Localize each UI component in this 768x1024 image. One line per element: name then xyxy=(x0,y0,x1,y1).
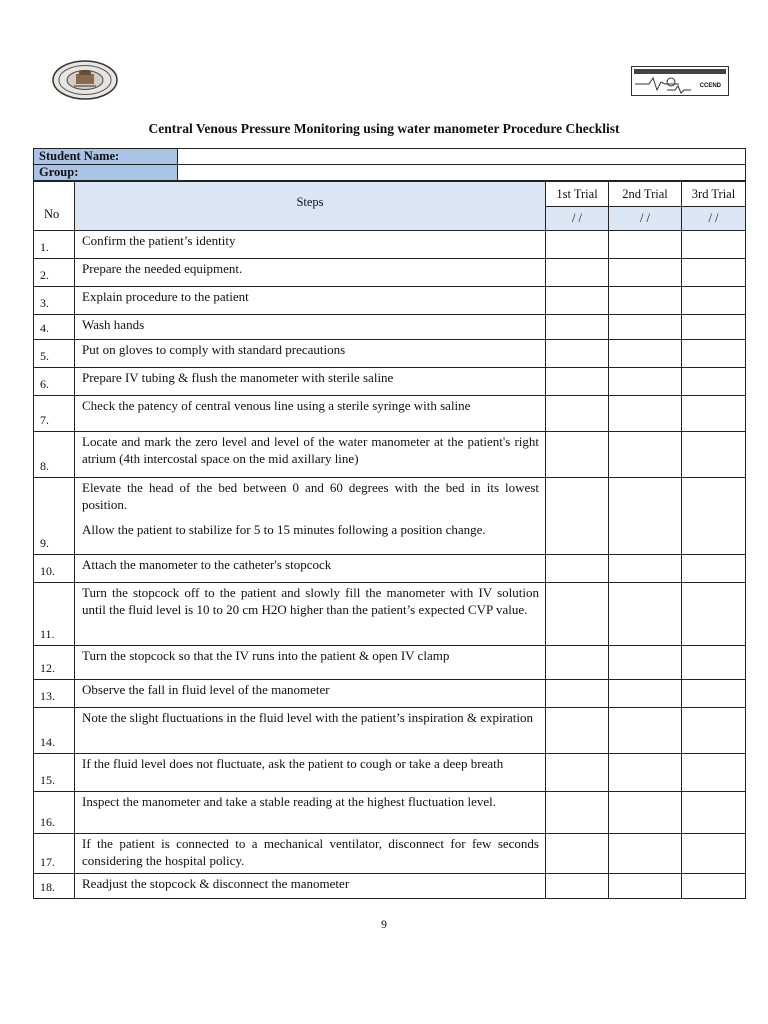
table-row xyxy=(34,583,746,646)
trial-2-cell[interactable] xyxy=(609,368,682,396)
trial-2-cell[interactable] xyxy=(609,432,682,478)
step-number: 15. xyxy=(34,754,75,792)
step-number: 4. xyxy=(34,315,75,340)
step-text xyxy=(75,432,546,478)
trial-1-cell[interactable] xyxy=(546,432,609,478)
department-logo-text: CCEND xyxy=(699,83,721,89)
trial-2-cell[interactable] xyxy=(609,583,682,646)
trial-1-cell[interactable] xyxy=(546,231,609,259)
page-title: Central Venous Pressure Monitoring using water manometer Procedure Checklist xyxy=(148,121,620,136)
step-text xyxy=(75,792,546,834)
header-trial-3: 3rd Trial xyxy=(682,182,746,207)
step-text-line: Note the slight fluctuations in the fluid level with the patient’s inspiration & expiration xyxy=(82,710,533,725)
trial-3-cell[interactable] xyxy=(682,368,746,396)
step-text xyxy=(75,680,546,708)
trial-2-cell[interactable] xyxy=(609,396,682,432)
step-number: 8. xyxy=(34,432,75,478)
step-text xyxy=(75,834,546,874)
trial-1-cell[interactable] xyxy=(546,396,609,432)
trial-3-cell[interactable] xyxy=(682,340,746,368)
university-seal-icon xyxy=(52,60,118,100)
step-text xyxy=(75,396,546,432)
step-text-line: Attach the manometer to the catheter's stopcock xyxy=(82,557,332,572)
header-trial-2: 2nd Trial xyxy=(609,182,682,207)
trial-3-cell[interactable] xyxy=(682,432,746,478)
step-number: 2. xyxy=(34,259,75,287)
trial-1-cell[interactable] xyxy=(546,287,609,315)
trial-1-cell[interactable] xyxy=(546,754,609,792)
step-number: 1. xyxy=(34,231,75,259)
trial-1-cell[interactable] xyxy=(546,646,609,680)
trial-3-cell[interactable] xyxy=(682,287,746,315)
trial-3-cell[interactable] xyxy=(682,478,746,555)
trial-2-cell[interactable] xyxy=(609,287,682,315)
trial-2-cell[interactable] xyxy=(609,259,682,287)
step-text-line: Turn the stopcock off to the patient and slowly fill the manometer with IV solution until the fluid level is 10 to 20 cm H2O higher than the patient’s expected CVP value. xyxy=(82,585,539,617)
trial-1-cell[interactable] xyxy=(546,315,609,340)
step-text-line: Prepare IV tubing & flush the manometer with sterile saline xyxy=(82,370,394,385)
table-row xyxy=(34,315,746,340)
trial-3-cell[interactable] xyxy=(682,231,746,259)
step-number: 12. xyxy=(34,646,75,680)
trial-2-cell[interactable] xyxy=(609,478,682,555)
table-row xyxy=(34,874,746,899)
step-text xyxy=(75,259,546,287)
table-row xyxy=(34,340,746,368)
trial-1-cell[interactable] xyxy=(546,368,609,396)
step-text-line: Prepare the needed equipment. xyxy=(82,261,243,276)
table-row xyxy=(34,792,746,834)
trial-1-cell[interactable] xyxy=(546,834,609,874)
step-text xyxy=(75,874,546,899)
step-number: 16. xyxy=(34,792,75,834)
table-row xyxy=(34,432,746,478)
table-row xyxy=(34,231,746,259)
step-text xyxy=(75,368,546,396)
trial-2-cell[interactable] xyxy=(609,874,682,899)
step-text xyxy=(75,583,546,646)
trial-3-cell[interactable] xyxy=(682,259,746,287)
trial-2-cell[interactable] xyxy=(609,231,682,259)
step-text-line: If the fluid level does not fluctuate, ask the patient to cough or take a deep breath xyxy=(82,756,504,771)
table-row xyxy=(34,555,746,583)
table-row xyxy=(34,368,746,396)
step-text-line: If the patient is connected to a mechanical ventilator, disconnect for few seconds considering the hospital policy. xyxy=(82,836,539,868)
table-row xyxy=(34,646,746,680)
trial-3-cell[interactable] xyxy=(682,754,746,792)
trial-3-cell[interactable] xyxy=(682,555,746,583)
step-number: 10. xyxy=(34,555,75,583)
step-number: 7. xyxy=(34,396,75,432)
trial-3-cell[interactable] xyxy=(682,583,746,646)
step-text xyxy=(75,315,546,340)
trial-1-cell[interactable] xyxy=(546,874,609,899)
step-text xyxy=(75,646,546,680)
step-text xyxy=(75,555,546,583)
header-steps: Steps xyxy=(75,182,546,231)
trial-2-cell[interactable] xyxy=(609,708,682,754)
procedure-checklist-table xyxy=(33,181,746,899)
trial-3-cell[interactable] xyxy=(682,315,746,340)
step-text-line: Allow the patient to stabilize for 5 to 15 minutes following a position change. xyxy=(82,522,486,537)
table-row xyxy=(34,834,746,874)
step-text-line: Readjust the stopcock & disconnect the manometer xyxy=(82,876,350,891)
trial-1-cell[interactable] xyxy=(546,478,609,555)
step-number: 17. xyxy=(34,834,75,874)
trial-3-date[interactable]: / / xyxy=(682,207,746,231)
table-row xyxy=(34,708,746,754)
trial-1-cell[interactable] xyxy=(546,259,609,287)
step-text-line: Check the patency of central venous line using a sterile syringe with saline xyxy=(82,398,471,413)
step-text xyxy=(75,708,546,754)
student-info-table xyxy=(33,148,746,181)
table-row xyxy=(34,478,746,555)
step-number: 3. xyxy=(34,287,75,315)
table-row xyxy=(34,396,746,432)
header-trial-1: 1st Trial xyxy=(546,182,609,207)
step-text xyxy=(75,754,546,792)
table-row xyxy=(34,680,746,708)
step-text-line: Elevate the head of the bed between 0 and 60 degrees with the bed in its lowest position. xyxy=(82,480,539,512)
trial-2-cell[interactable] xyxy=(609,834,682,874)
trial-1-cell[interactable] xyxy=(546,680,609,708)
table-row xyxy=(34,287,746,315)
step-number: 14. xyxy=(34,708,75,754)
step-number: 13. xyxy=(34,680,75,708)
department-logo-icon xyxy=(631,66,729,96)
trial-2-date[interactable]: / / xyxy=(609,207,682,231)
step-text xyxy=(75,340,546,368)
trial-1-cell[interactable] xyxy=(546,583,609,646)
step-text-line: Explain procedure to the patient xyxy=(82,289,249,304)
group-field[interactable] xyxy=(178,165,746,181)
trial-2-cell[interactable] xyxy=(609,792,682,834)
step-text xyxy=(75,478,546,555)
step-text-line: Turn the stopcock so that the IV runs into the patient & open IV clamp xyxy=(82,648,450,663)
trial-1-cell[interactable] xyxy=(546,708,609,754)
group-label: Group: xyxy=(34,165,178,181)
table-row xyxy=(34,754,746,792)
trial-1-date[interactable]: / / xyxy=(546,207,609,231)
trial-2-cell[interactable] xyxy=(609,754,682,792)
step-text-line: Locate and mark the zero level and level of the water manometer at the patient's right atrium (4th intercostal space on the mid axillary line) xyxy=(82,434,539,466)
trial-2-cell[interactable] xyxy=(609,646,682,680)
trial-1-cell[interactable] xyxy=(546,792,609,834)
step-text-line: Inspect the manometer and take a stable reading at the highest fluctuation level. xyxy=(82,794,497,809)
step-text xyxy=(75,231,546,259)
trial-3-cell[interactable] xyxy=(682,646,746,680)
trial-2-cell[interactable] xyxy=(609,555,682,583)
trial-3-cell[interactable] xyxy=(682,874,746,899)
student-name-label: Student Name: xyxy=(34,149,178,165)
trial-3-cell[interactable] xyxy=(682,680,746,708)
trial-3-cell[interactable] xyxy=(682,708,746,754)
trial-2-cell[interactable] xyxy=(609,340,682,368)
trial-3-cell[interactable] xyxy=(682,792,746,834)
step-text-line: Confirm the patient’s identity xyxy=(82,233,236,248)
step-number: 6. xyxy=(34,368,75,396)
trial-3-cell[interactable] xyxy=(682,396,746,432)
trial-2-cell[interactable] xyxy=(609,315,682,340)
step-number: 11. xyxy=(34,583,75,646)
step-text xyxy=(75,287,546,315)
step-number: 18. xyxy=(34,874,75,899)
trial-1-cell[interactable] xyxy=(546,555,609,583)
header-no: No xyxy=(34,182,75,231)
step-number: 9. xyxy=(34,478,75,555)
step-number: 5. xyxy=(34,340,75,368)
step-text-line: Put on gloves to comply with standard precautions xyxy=(82,342,346,357)
page-number: 9 xyxy=(381,917,387,931)
trial-3-cell[interactable] xyxy=(682,834,746,874)
table-row xyxy=(34,259,746,287)
trial-2-cell[interactable] xyxy=(609,680,682,708)
student-name-field[interactable] xyxy=(178,149,746,165)
trial-1-cell[interactable] xyxy=(546,340,609,368)
step-text-line: Wash hands xyxy=(82,317,145,332)
step-text-line: Observe the fall in fluid level of the manometer xyxy=(82,682,330,697)
